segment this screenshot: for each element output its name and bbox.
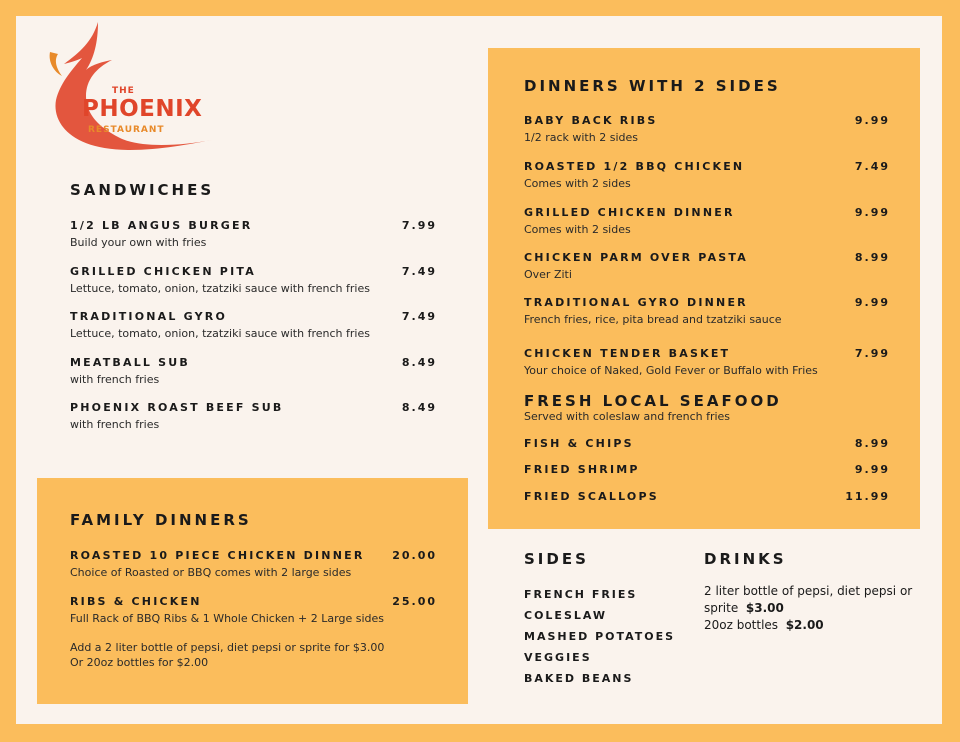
menu-item [524, 347, 818, 378]
item-price: 9.99 [854, 463, 890, 476]
item-name: GRILLED CHICKEN PITA [70, 265, 256, 278]
item-desc: French fries, rice, pita bread and tzatziki sauce [524, 313, 782, 326]
item-price: 8.49 [401, 401, 437, 414]
item-name: FRIED SCALLOPS [524, 490, 659, 503]
item-price: 25.00 [392, 595, 437, 608]
item-price: 8.99 [854, 251, 890, 264]
sandwiches-heading: SANDWICHES [70, 181, 215, 199]
side-item: VEGGIES [524, 651, 592, 664]
menu-item [70, 595, 384, 626]
drinks-info [704, 583, 934, 634]
menu-item [524, 160, 744, 191]
item-price: 8.49 [401, 356, 437, 369]
item-name: 1/2 LB ANGUS BURGER [70, 219, 253, 232]
item-price: 11.99 [845, 490, 890, 503]
side-item: MASHED POTATOES [524, 630, 676, 643]
sides-heading: SIDES [524, 550, 589, 568]
drinks-2l-price: $3.00 [745, 601, 784, 615]
drinks-20oz-text: 20oz bottles [704, 618, 779, 632]
menu-item [70, 356, 190, 387]
seafood-subtitle: Served with coleslaw and french fries [524, 410, 731, 423]
side-item: BAKED BEANS [524, 672, 634, 685]
item-desc: Full Rack of BBQ Ribs & 1 Whole Chicken + 2 Large sides [70, 612, 384, 625]
item-desc: Lettuce, tomato, onion, tzatziki sauce with french fries [70, 327, 370, 340]
item-name: PHOENIX ROAST BEEF SUB [70, 401, 284, 414]
menu-item [70, 265, 370, 296]
item-price: 7.49 [401, 265, 437, 278]
menu-item [524, 206, 735, 237]
item-name: TRADITIONAL GYRO DINNER [524, 296, 748, 309]
item-desc: Comes with 2 sides [524, 177, 631, 190]
item-name: MEATBALL SUB [70, 356, 191, 369]
menu-item [524, 463, 640, 477]
item-name: FISH & CHIPS [524, 437, 634, 450]
item-name: CHICKEN TENDER BASKET [524, 347, 731, 360]
menu-item [524, 251, 748, 282]
item-price: 9.99 [854, 114, 890, 127]
logo-name: PHOENIX [82, 96, 203, 122]
item-price: 7.49 [854, 160, 890, 173]
seafood-heading: FRESH LOCAL SEAFOOD [524, 392, 782, 410]
logo-subtitle: RESTAURANT [88, 125, 165, 135]
menu-item [70, 310, 370, 341]
item-name: ROASTED 1/2 BBQ CHICKEN [524, 160, 745, 173]
item-desc: with french fries [70, 373, 160, 386]
family-note-1: Add a 2 liter bottle of pepsi, diet pepsi or sprite for $3.00 [70, 641, 385, 654]
item-price: 7.99 [854, 347, 890, 360]
side-item: FRENCH FRIES [524, 588, 638, 601]
side-item: COLESLAW [524, 609, 608, 622]
item-price: 9.99 [854, 296, 890, 309]
item-price: 20.00 [392, 549, 437, 562]
menu-item [524, 296, 782, 327]
item-price: 7.49 [401, 310, 437, 323]
item-desc: Lettuce, tomato, onion, tzatziki sauce with french fries [70, 282, 370, 295]
item-price: 9.99 [854, 206, 890, 219]
item-desc: Over Ziti [524, 268, 572, 281]
drinks-line-2 [704, 600, 934, 617]
drinks-sprite-text: sprite [704, 601, 739, 615]
drinks-line-1: 2 liter bottle of pepsi, diet pepsi or [704, 584, 913, 598]
item-desc: Choice of Roasted or BBQ comes with 2 large sides [70, 566, 352, 579]
item-price: 7.99 [401, 219, 437, 232]
drinks-heading: DRINKS [704, 550, 787, 568]
drinks-20oz-price: $2.00 [785, 618, 824, 632]
item-name: CHICKEN PARM OVER PASTA [524, 251, 748, 264]
item-desc: Comes with 2 sides [524, 223, 631, 236]
item-price: 8.99 [854, 437, 890, 450]
item-desc: Your choice of Naked, Gold Fever or Buffalo with Fries [524, 364, 818, 377]
item-desc: with french fries [70, 418, 160, 431]
item-name: RIBS & CHICKEN [70, 595, 202, 608]
item-name: ROASTED 10 PIECE CHICKEN DINNER [70, 549, 365, 562]
menu-item [70, 219, 252, 250]
family-note-2: Or 20oz bottles for $2.00 [70, 656, 209, 669]
drinks-line-3 [704, 617, 934, 634]
menu-item [524, 114, 657, 145]
family-dinners-heading: FAMILY DINNERS [70, 511, 252, 529]
phoenix-logo [40, 22, 215, 157]
menu-item [524, 490, 659, 504]
menu-item [524, 437, 634, 451]
item-name: GRILLED CHICKEN DINNER [524, 206, 735, 219]
menu-item [70, 401, 283, 432]
item-name: BABY BACK RIBS [524, 114, 658, 127]
item-name: FRIED SHRIMP [524, 463, 640, 476]
item-desc: 1/2 rack with 2 sides [524, 131, 638, 144]
logo-the: THE [112, 86, 135, 96]
item-desc: Build your own with fries [70, 236, 207, 249]
item-name: TRADITIONAL GYRO [70, 310, 227, 323]
menu-item [70, 549, 365, 580]
dinners-heading: DINNERS WITH 2 SIDES [524, 77, 781, 95]
